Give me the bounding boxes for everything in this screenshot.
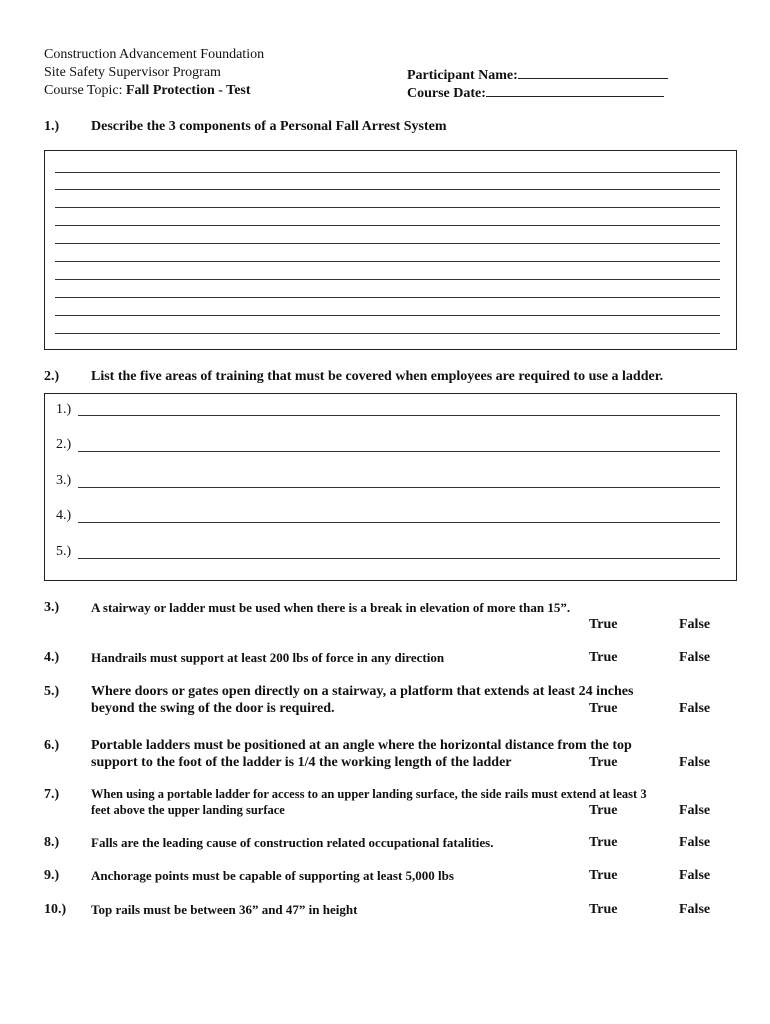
q4-false-option[interactable]: False bbox=[679, 650, 711, 665]
answer-line bbox=[55, 225, 720, 226]
q3-number: 3.) bbox=[44, 600, 60, 615]
q3-false-option[interactable]: False bbox=[679, 617, 711, 632]
q6-false-option[interactable]: False bbox=[679, 755, 711, 770]
header-topic bbox=[44, 82, 251, 100]
topic-value: Fall Protection - Test bbox=[125, 83, 251, 98]
q8-number: 8.) bbox=[44, 835, 60, 850]
q10-number: 10.) bbox=[44, 902, 67, 917]
q2-answer-box[interactable] bbox=[44, 393, 737, 581]
q10-false-option[interactable]: False bbox=[679, 902, 711, 917]
q10-true-option[interactable]: True bbox=[589, 902, 618, 917]
answer-line bbox=[55, 243, 720, 244]
q6-number: 6.) bbox=[44, 738, 60, 753]
answer-line bbox=[55, 189, 720, 190]
q5-text-line2: beyond the swing of the door is required. bbox=[91, 701, 335, 716]
participant-name-label: Participant Name: bbox=[407, 68, 518, 83]
q10-text: Top rails must be between 36” and 47” in height bbox=[91, 902, 358, 917]
q9-text: Anchorage points must be capable of supporting at least 5,000 lbs bbox=[91, 868, 454, 883]
q7-false-option[interactable]: False bbox=[679, 803, 711, 818]
answer-line bbox=[78, 522, 720, 523]
q1-number: 1.) bbox=[44, 119, 60, 134]
q6-true-option[interactable]: True bbox=[589, 755, 618, 770]
answer-line bbox=[78, 558, 720, 559]
q7-text-line2: feet above the upper landing surface bbox=[91, 803, 285, 817]
list-item-label: 3.) bbox=[56, 473, 72, 488]
answer-line bbox=[78, 451, 720, 452]
q5-true-option[interactable]: True bbox=[589, 701, 618, 716]
q5-number: 5.) bbox=[44, 684, 60, 699]
header-program: Site Safety Supervisor Program bbox=[44, 65, 221, 80]
participant-name-blank[interactable] bbox=[518, 64, 668, 79]
q9-false-option[interactable]: False bbox=[679, 868, 711, 883]
q7-text-line1: When using a portable ladder for access to an upper landing surface, the side rails must extend at least 3 bbox=[91, 787, 647, 801]
q2-text: List the five areas of training that must be covered when employees are required to use a ladder. bbox=[91, 369, 664, 384]
q8-false-option[interactable]: False bbox=[679, 835, 711, 850]
list-item-label: 5.) bbox=[56, 544, 72, 559]
list-item-label: 2.) bbox=[56, 437, 72, 452]
q5-text-line1: Where doors or gates open directly on a stairway, a platform that extends at least 24 inches bbox=[91, 684, 634, 699]
q8-text: Falls are the leading cause of construction related occupational fatalities. bbox=[91, 835, 494, 850]
q4-number: 4.) bbox=[44, 650, 60, 665]
q6-text-line1: Portable ladders must be positioned at an angle where the horizontal distance from the top bbox=[91, 738, 632, 753]
q1-answer-box[interactable] bbox=[44, 150, 737, 350]
q1-text: Describe the 3 components of a Personal Fall Arrest System bbox=[91, 119, 447, 134]
answer-line bbox=[55, 207, 720, 208]
q4-text: Handrails must support at least 200 lbs of force in any direction bbox=[91, 650, 445, 665]
list-item-label: 4.) bbox=[56, 508, 72, 523]
q8-true-option[interactable]: True bbox=[589, 835, 618, 850]
q4-true-option[interactable]: True bbox=[589, 650, 618, 665]
course-date-blank[interactable] bbox=[486, 82, 664, 97]
q2-number: 2.) bbox=[44, 369, 60, 384]
header-org: Construction Advancement Foundation bbox=[44, 47, 265, 62]
answer-line bbox=[55, 297, 720, 298]
q5-false-option[interactable]: False bbox=[679, 701, 711, 716]
answer-line bbox=[55, 261, 720, 262]
q6-text-line2: support to the foot of the ladder is 1/4 the working length of the ladder bbox=[91, 755, 512, 770]
q7-number: 7.) bbox=[44, 787, 60, 802]
answer-line bbox=[78, 487, 720, 488]
answer-line bbox=[78, 415, 720, 416]
list-item-label: 1.) bbox=[56, 402, 72, 417]
q9-number: 9.) bbox=[44, 868, 60, 883]
answer-line bbox=[55, 172, 720, 173]
q9-true-option[interactable]: True bbox=[589, 868, 618, 883]
course-date-label: Course Date: bbox=[407, 86, 486, 101]
answer-line bbox=[55, 315, 720, 316]
course-date-field bbox=[407, 82, 664, 103]
answer-line bbox=[55, 333, 720, 334]
q7-true-option[interactable]: True bbox=[589, 803, 618, 818]
topic-label: Course Topic: bbox=[44, 83, 126, 98]
q3-text: A stairway or ladder must be used when there is a break in elevation of more than 15”. bbox=[91, 600, 571, 615]
answer-line bbox=[55, 279, 720, 280]
q3-true-option[interactable]: True bbox=[589, 617, 618, 632]
